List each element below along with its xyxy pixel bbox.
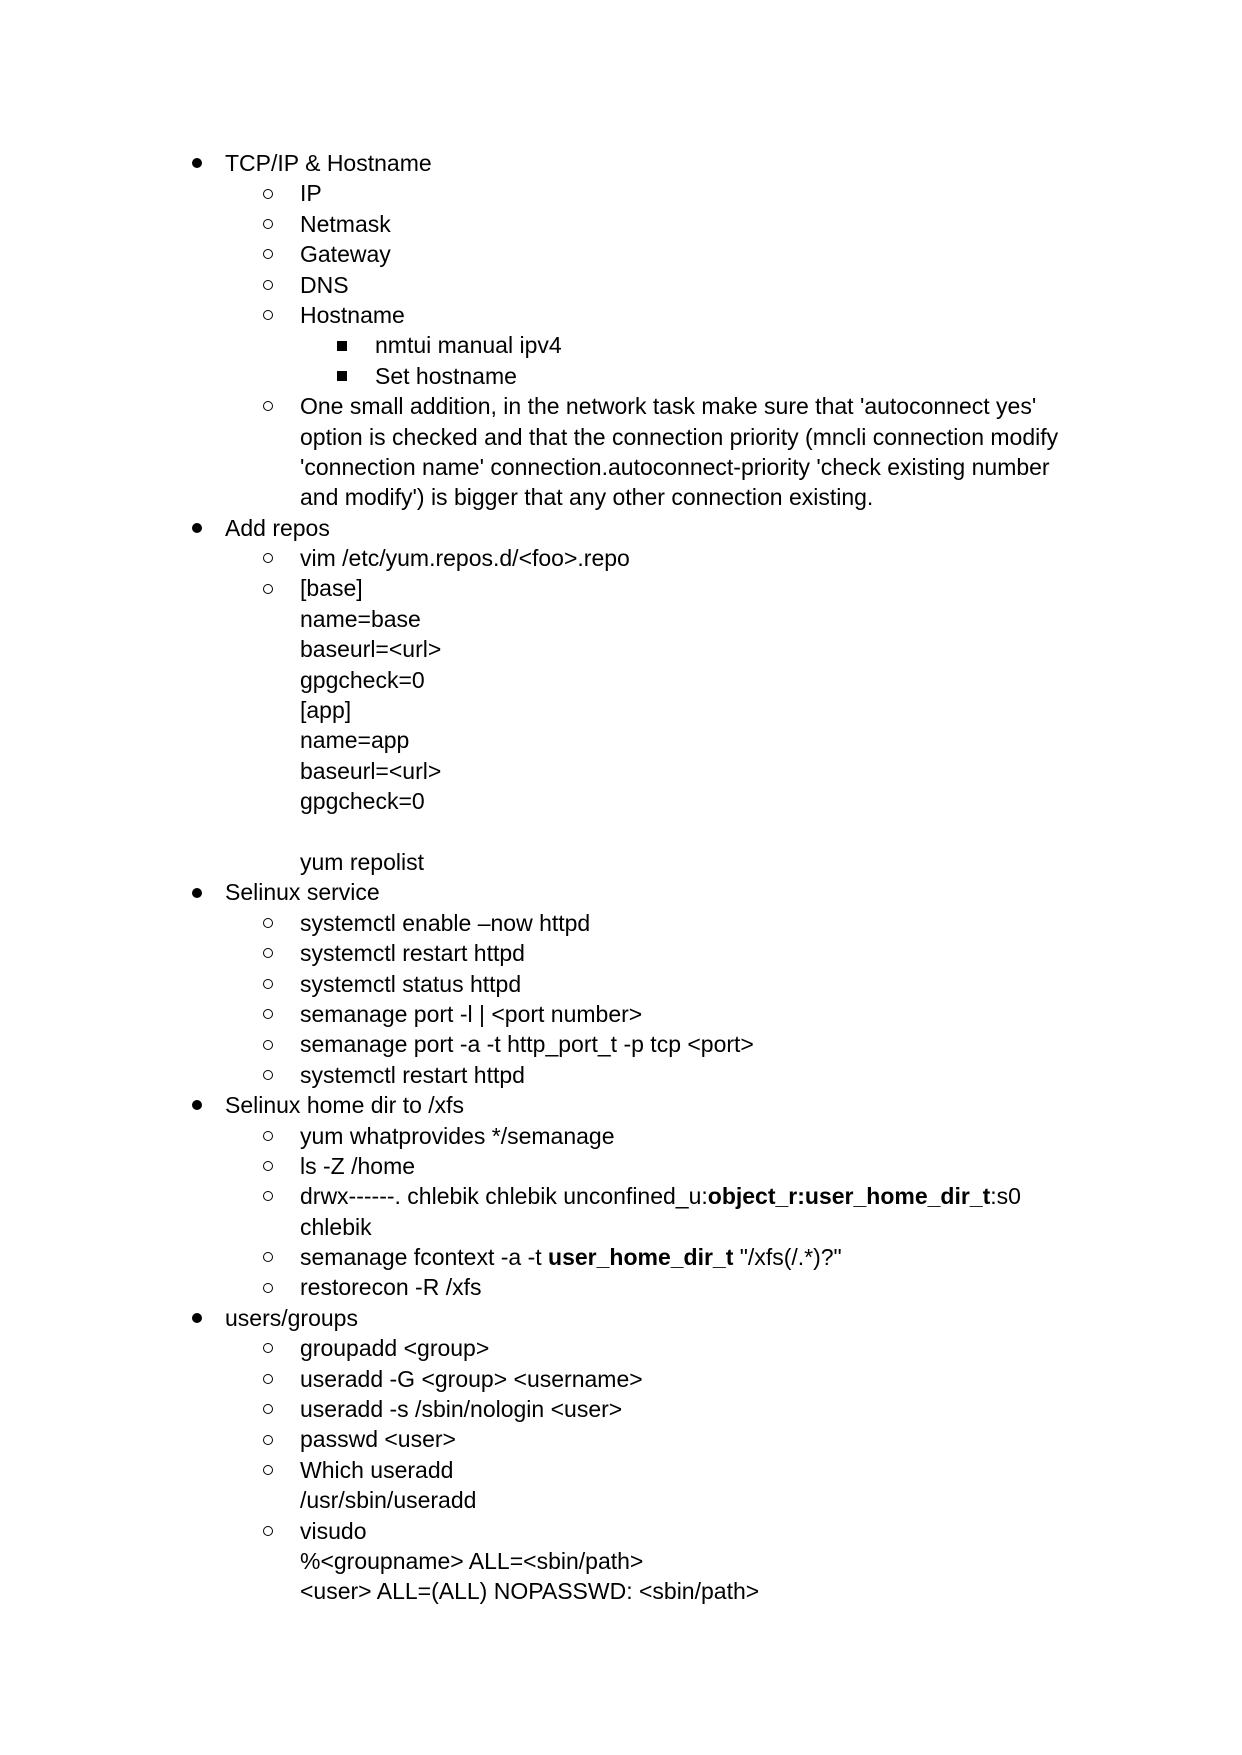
list-item-text: Selinux home dir to /xfs — [225, 1092, 465, 1119]
list-item — [0, 573, 1242, 603]
list-item — [0, 1364, 1242, 1394]
list-item-text: %<groupname> ALL=<sbin/path> — [300, 1547, 644, 1574]
list-item-text: yum repolist — [300, 848, 424, 875]
list-item — [0, 1424, 1242, 1454]
bullet-circle-icon — [263, 1404, 273, 1414]
list-item — [0, 209, 1242, 239]
bullet-circle-icon — [263, 1131, 273, 1141]
list-item-text: systemctl enable –now httpd — [300, 909, 591, 936]
list-item-text: Set hostname — [375, 362, 517, 389]
list-item — [0, 1060, 1242, 1090]
list-item-text: baseurl=<url> — [300, 636, 442, 663]
bullet-circle-icon — [263, 918, 273, 928]
list-item — [0, 1546, 1242, 1576]
list-item — [0, 969, 1242, 999]
list-item-text: name=app — [300, 727, 410, 754]
list-item — [0, 1090, 1242, 1120]
list-item-text: ls -Z /home — [300, 1152, 416, 1179]
bullet-circle-icon — [263, 948, 273, 958]
list-item — [0, 482, 1242, 512]
list-item-text: users/groups — [225, 1304, 358, 1331]
list-item-text: restorecon -R /xfs — [300, 1274, 482, 1301]
bullet-circle-icon — [263, 1343, 273, 1353]
list-item — [0, 422, 1242, 452]
bullet-circle-icon — [263, 1374, 273, 1384]
list-item — [0, 178, 1242, 208]
bullet-circle-icon — [263, 219, 273, 229]
bullet-circle-icon — [263, 310, 273, 320]
list-item-text: useradd -s /sbin/nologin <user> — [300, 1396, 623, 1423]
list-item — [0, 1181, 1242, 1211]
bullet-circle-icon — [263, 1526, 273, 1536]
list-item — [0, 1394, 1242, 1424]
list-item — [0, 786, 1242, 816]
list-item — [0, 1576, 1242, 1606]
list-item — [0, 452, 1242, 482]
bullet-circle-icon — [263, 401, 273, 411]
list-item — [0, 300, 1242, 330]
list-item — [0, 543, 1242, 573]
bullet-circle-icon — [263, 1252, 273, 1262]
list-item-text: baseurl=<url> — [300, 757, 442, 784]
list-item-text: semanage port -l | <port number> — [300, 1000, 643, 1027]
list-item-text: option is checked and that the connection priority (mncli connection modify — [300, 423, 1059, 450]
list-item-text: TCP/IP & Hostname — [225, 150, 432, 176]
bullet-circle-icon — [263, 1070, 273, 1080]
list-item-text: Selinux service — [225, 879, 380, 906]
list-item — [0, 239, 1242, 269]
bullet-circle-icon — [263, 1040, 273, 1050]
list-item-text: DNS — [300, 271, 349, 298]
list-item-text: [base] — [300, 575, 363, 602]
list-item — [0, 725, 1242, 755]
list-item — [0, 999, 1242, 1029]
list-item — [0, 756, 1242, 786]
list-item-text: Netmask — [300, 210, 391, 237]
list-item-text: and modify') is bigger that any other connection existing. — [300, 484, 874, 511]
list-item-text: Which useradd — [300, 1456, 454, 1483]
list-item — [0, 270, 1242, 300]
bullet-disc-icon — [192, 888, 202, 898]
list-item-text: chlebik — [300, 1213, 372, 1240]
bullet-disc-icon — [192, 158, 202, 168]
list-item-text: vim /etc/yum.repos.d/<foo>.repo — [300, 545, 630, 572]
list-item — [0, 817, 1242, 847]
list-item-text: gpgcheck=0 — [300, 788, 425, 815]
bullet-circle-icon — [263, 553, 273, 563]
bullet-circle-icon — [263, 1283, 273, 1293]
list-item — [0, 695, 1242, 725]
list-item-text: systemctl status httpd — [300, 970, 522, 997]
list-item — [0, 148, 1242, 178]
list-item — [0, 938, 1242, 968]
bullet-disc-icon — [192, 523, 202, 533]
list-item-text: drwx------. chlebik chlebik unconfined_u:object_r:user_home_dir_t:s0 — [300, 1183, 1021, 1210]
bullet-square-icon — [337, 341, 347, 351]
list-item — [0, 1212, 1242, 1242]
list-item-text: systemctl restart httpd — [300, 940, 525, 967]
list-item-text: 'connection name' connection.autoconnect-priority 'check existing number — [300, 453, 1050, 480]
list-item — [0, 604, 1242, 634]
list-item-text: Add repos — [225, 514, 330, 541]
list-item-text: gpgcheck=0 — [300, 666, 425, 693]
list-item-text: [app] — [300, 697, 352, 724]
list-item — [0, 513, 1242, 543]
list-item — [0, 1333, 1242, 1363]
list-item — [0, 330, 1242, 360]
list-item — [0, 1242, 1242, 1272]
bullet-disc-icon — [192, 1100, 202, 1110]
bullet-circle-icon — [263, 584, 273, 594]
list-item — [0, 634, 1242, 664]
list-item — [0, 1485, 1242, 1515]
list-item — [0, 847, 1242, 877]
list-item — [0, 1272, 1242, 1302]
list-item-text: One small addition, in the network task make sure that 'autoconnect yes' — [300, 393, 1037, 420]
bullet-circle-icon — [263, 1465, 273, 1475]
bullet-square-icon — [337, 371, 347, 381]
list-item-text: yum whatprovides */semanage — [300, 1122, 615, 1149]
list-item-text: systemctl restart httpd — [300, 1061, 525, 1088]
bullet-disc-icon — [192, 1313, 202, 1323]
bullet-circle-icon — [263, 979, 273, 989]
list-item-text: semanage port -a -t http_port_t -p tcp <port> — [300, 1031, 754, 1058]
list-item — [0, 1029, 1242, 1059]
list-item-text: passwd <user> — [300, 1426, 456, 1453]
bullet-circle-icon — [263, 280, 273, 290]
list-item — [0, 1151, 1242, 1181]
document-body — [0, 148, 1242, 1607]
list-item — [0, 908, 1242, 938]
list-item-text: Gateway — [300, 241, 391, 268]
bullet-circle-icon — [263, 1009, 273, 1019]
bullet-circle-icon — [263, 249, 273, 259]
list-item-text: /usr/sbin/useradd — [300, 1487, 477, 1514]
list-item-text: IP — [300, 180, 322, 207]
list-item-text: nmtui manual ipv4 — [375, 332, 562, 359]
list-item-text: useradd -G <group> <username> — [300, 1365, 643, 1392]
list-item-text: groupadd <group> — [300, 1335, 490, 1362]
bullet-circle-icon — [263, 189, 273, 199]
list-item-text: Hostname — [300, 301, 405, 328]
list-item-text: semanage fcontext -a -t user_home_dir_t "/xfs(/.*)?" — [300, 1244, 842, 1271]
list-item — [0, 877, 1242, 907]
list-item — [0, 1516, 1242, 1546]
list-item — [0, 361, 1242, 391]
bullet-circle-icon — [263, 1435, 273, 1445]
list-item — [0, 1303, 1242, 1333]
list-item-text: <user> ALL=(ALL) NOPASSWD: <sbin/path> — [300, 1578, 760, 1605]
list-item — [0, 665, 1242, 695]
bullet-circle-icon — [263, 1161, 273, 1171]
list-item — [0, 391, 1242, 421]
list-item-text: visudo — [300, 1517, 367, 1544]
list-item-text: name=base — [300, 605, 421, 632]
bullet-circle-icon — [263, 1191, 273, 1201]
list-item — [0, 1121, 1242, 1151]
list-item — [0, 1455, 1242, 1485]
